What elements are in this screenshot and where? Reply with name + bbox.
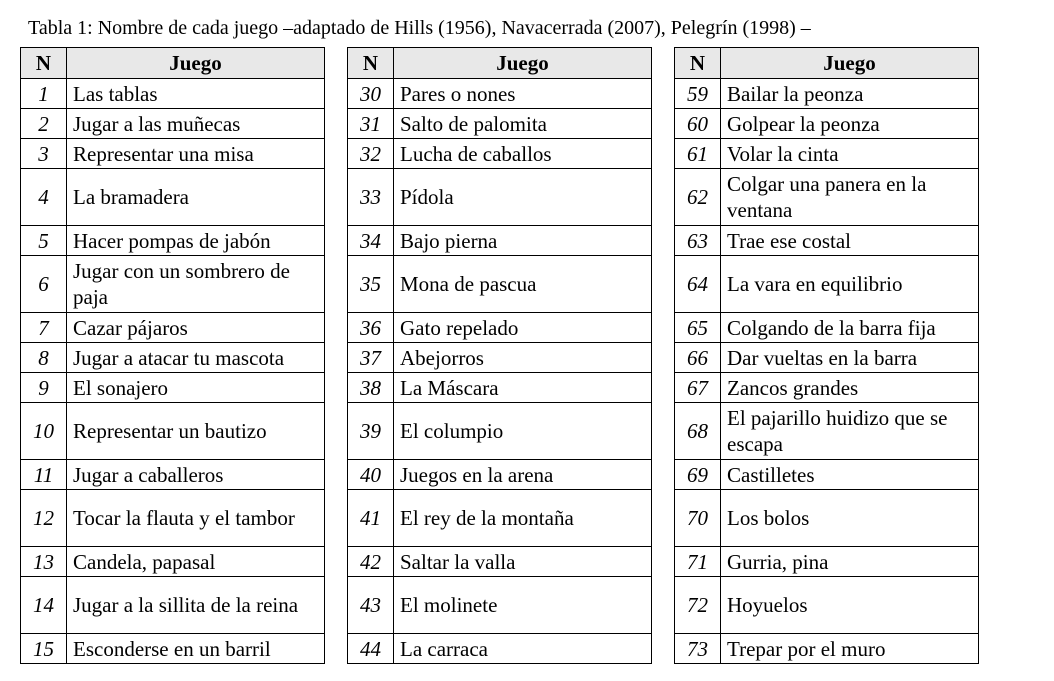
table-row	[21, 109, 325, 139]
game-number: 41	[348, 490, 394, 547]
table-row	[675, 547, 979, 577]
game-name: La vara en equilibrio	[721, 256, 979, 313]
table-row	[348, 79, 652, 109]
game-number: 43	[348, 577, 394, 634]
table-row	[348, 169, 652, 226]
table-row	[21, 547, 325, 577]
game-number: 65	[675, 313, 721, 343]
game-name: Bajo pierna	[394, 226, 652, 256]
table-row	[675, 460, 979, 490]
game-name: El molinete	[394, 577, 652, 634]
game-name: Jugar a caballeros	[67, 460, 325, 490]
table-caption: Tabla 1: Nombre de cada juego –adaptado de Hills (1956), Navacerrada (2007), Pelegrín (1998) –	[28, 17, 811, 39]
table-row	[21, 313, 325, 343]
table-row	[675, 109, 979, 139]
header-n: N	[348, 48, 394, 79]
games-table-2	[347, 47, 652, 664]
game-name: Castilletes	[721, 460, 979, 490]
game-number: 72	[675, 577, 721, 634]
game-number: 5	[21, 226, 67, 256]
game-name: El sonajero	[67, 373, 325, 403]
game-name: Cazar pájaros	[67, 313, 325, 343]
header-juego: Juego	[721, 48, 979, 79]
game-name: Colgar una panera en la ventana	[721, 169, 979, 226]
header-n: N	[21, 48, 67, 79]
table-row	[675, 373, 979, 403]
game-number: 6	[21, 256, 67, 313]
table-row	[21, 343, 325, 373]
game-name: El pajarillo huidizo que se escapa	[721, 403, 979, 460]
game-number: 12	[21, 490, 67, 547]
game-number: 13	[21, 547, 67, 577]
game-name: Jugar con un sombrero de paja	[67, 256, 325, 313]
game-name: Colgando de la barra fija	[721, 313, 979, 343]
table-row	[348, 547, 652, 577]
game-name: El columpio	[394, 403, 652, 460]
game-number: 14	[21, 577, 67, 634]
game-name: Pídola	[394, 169, 652, 226]
game-number: 61	[675, 139, 721, 169]
game-name: Representar un bautizo	[67, 403, 325, 460]
game-number: 1	[21, 79, 67, 109]
game-number: 11	[21, 460, 67, 490]
game-name: Las tablas	[67, 79, 325, 109]
game-name: Hoyuelos	[721, 577, 979, 634]
table-row	[675, 577, 979, 634]
table-row	[675, 403, 979, 460]
table-row	[348, 109, 652, 139]
game-number: 34	[348, 226, 394, 256]
table-row	[675, 256, 979, 313]
game-number: 3	[21, 139, 67, 169]
table-row	[21, 79, 325, 109]
header-juego: Juego	[67, 48, 325, 79]
game-name: Gurria, pina	[721, 547, 979, 577]
game-number: 64	[675, 256, 721, 313]
game-name: Trepar por el muro	[721, 634, 979, 664]
game-name: La bramadera	[67, 169, 325, 226]
game-name: Lucha de caballos	[394, 139, 652, 169]
table-row	[21, 256, 325, 313]
game-name: Jugar a las muñecas	[67, 109, 325, 139]
table-row	[348, 373, 652, 403]
game-number: 2	[21, 109, 67, 139]
game-name: Representar una misa	[67, 139, 325, 169]
table-row	[21, 226, 325, 256]
table-row	[21, 373, 325, 403]
table-row	[348, 226, 652, 256]
table-row	[675, 79, 979, 109]
table-row	[348, 460, 652, 490]
table-row	[348, 403, 652, 460]
game-number: 71	[675, 547, 721, 577]
game-number: 32	[348, 139, 394, 169]
game-name: Pares o nones	[394, 79, 652, 109]
game-name: Jugar a atacar tu mascota	[67, 343, 325, 373]
table-row	[21, 577, 325, 634]
game-number: 33	[348, 169, 394, 226]
game-number: 69	[675, 460, 721, 490]
game-name: Saltar la valla	[394, 547, 652, 577]
game-name: Salto de palomita	[394, 109, 652, 139]
game-name: Esconderse en un barril	[67, 634, 325, 664]
game-name: La carraca	[394, 634, 652, 664]
game-number: 9	[21, 373, 67, 403]
game-number: 38	[348, 373, 394, 403]
table-row	[675, 490, 979, 547]
game-name: Juegos en la arena	[394, 460, 652, 490]
table-row	[21, 634, 325, 664]
game-number: 7	[21, 313, 67, 343]
game-number: 67	[675, 373, 721, 403]
game-number: 66	[675, 343, 721, 373]
table-row	[348, 139, 652, 169]
game-number: 40	[348, 460, 394, 490]
header-juego: Juego	[394, 48, 652, 79]
game-name: Dar vueltas en la barra	[721, 343, 979, 373]
game-number: 68	[675, 403, 721, 460]
game-name: Los bolos	[721, 490, 979, 547]
game-name: Bailar la peonza	[721, 79, 979, 109]
games-table-1	[20, 47, 325, 664]
table-row	[348, 490, 652, 547]
game-name: Abejorros	[394, 343, 652, 373]
table-row	[675, 343, 979, 373]
table-row	[348, 256, 652, 313]
game-name: Tocar la flauta y el tambor	[67, 490, 325, 547]
game-number: 10	[21, 403, 67, 460]
game-name: Zancos grandes	[721, 373, 979, 403]
table-row	[675, 139, 979, 169]
games-table-3	[674, 47, 979, 664]
header-n: N	[675, 48, 721, 79]
game-number: 37	[348, 343, 394, 373]
game-number: 42	[348, 547, 394, 577]
table-row	[675, 313, 979, 343]
table-row	[21, 139, 325, 169]
game-number: 35	[348, 256, 394, 313]
game-name: Golpear la peonza	[721, 109, 979, 139]
table-row	[348, 634, 652, 664]
game-name: La Máscara	[394, 373, 652, 403]
game-name: Volar la cinta	[721, 139, 979, 169]
game-number: 15	[21, 634, 67, 664]
table-row	[675, 226, 979, 256]
table-row	[21, 403, 325, 460]
game-name: Candela, papasal	[67, 547, 325, 577]
game-name: Gato repelado	[394, 313, 652, 343]
table-row	[348, 343, 652, 373]
table-row	[21, 490, 325, 547]
game-number: 73	[675, 634, 721, 664]
table-row	[675, 169, 979, 226]
game-name: Jugar a la sillita de la reina	[67, 577, 325, 634]
game-number: 39	[348, 403, 394, 460]
table-row	[675, 634, 979, 664]
game-number: 60	[675, 109, 721, 139]
game-number: 70	[675, 490, 721, 547]
table-row	[348, 313, 652, 343]
table-row	[21, 460, 325, 490]
table-row	[21, 169, 325, 226]
game-number: 44	[348, 634, 394, 664]
game-number: 63	[675, 226, 721, 256]
game-number: 4	[21, 169, 67, 226]
game-name: Mona de pascua	[394, 256, 652, 313]
game-number: 62	[675, 169, 721, 226]
game-name: Trae ese costal	[721, 226, 979, 256]
table-row	[348, 577, 652, 634]
game-number: 31	[348, 109, 394, 139]
game-number: 59	[675, 79, 721, 109]
game-name: El rey de la montaña	[394, 490, 652, 547]
game-name: Hacer pompas de jabón	[67, 226, 325, 256]
game-number: 8	[21, 343, 67, 373]
game-number: 30	[348, 79, 394, 109]
game-number: 36	[348, 313, 394, 343]
